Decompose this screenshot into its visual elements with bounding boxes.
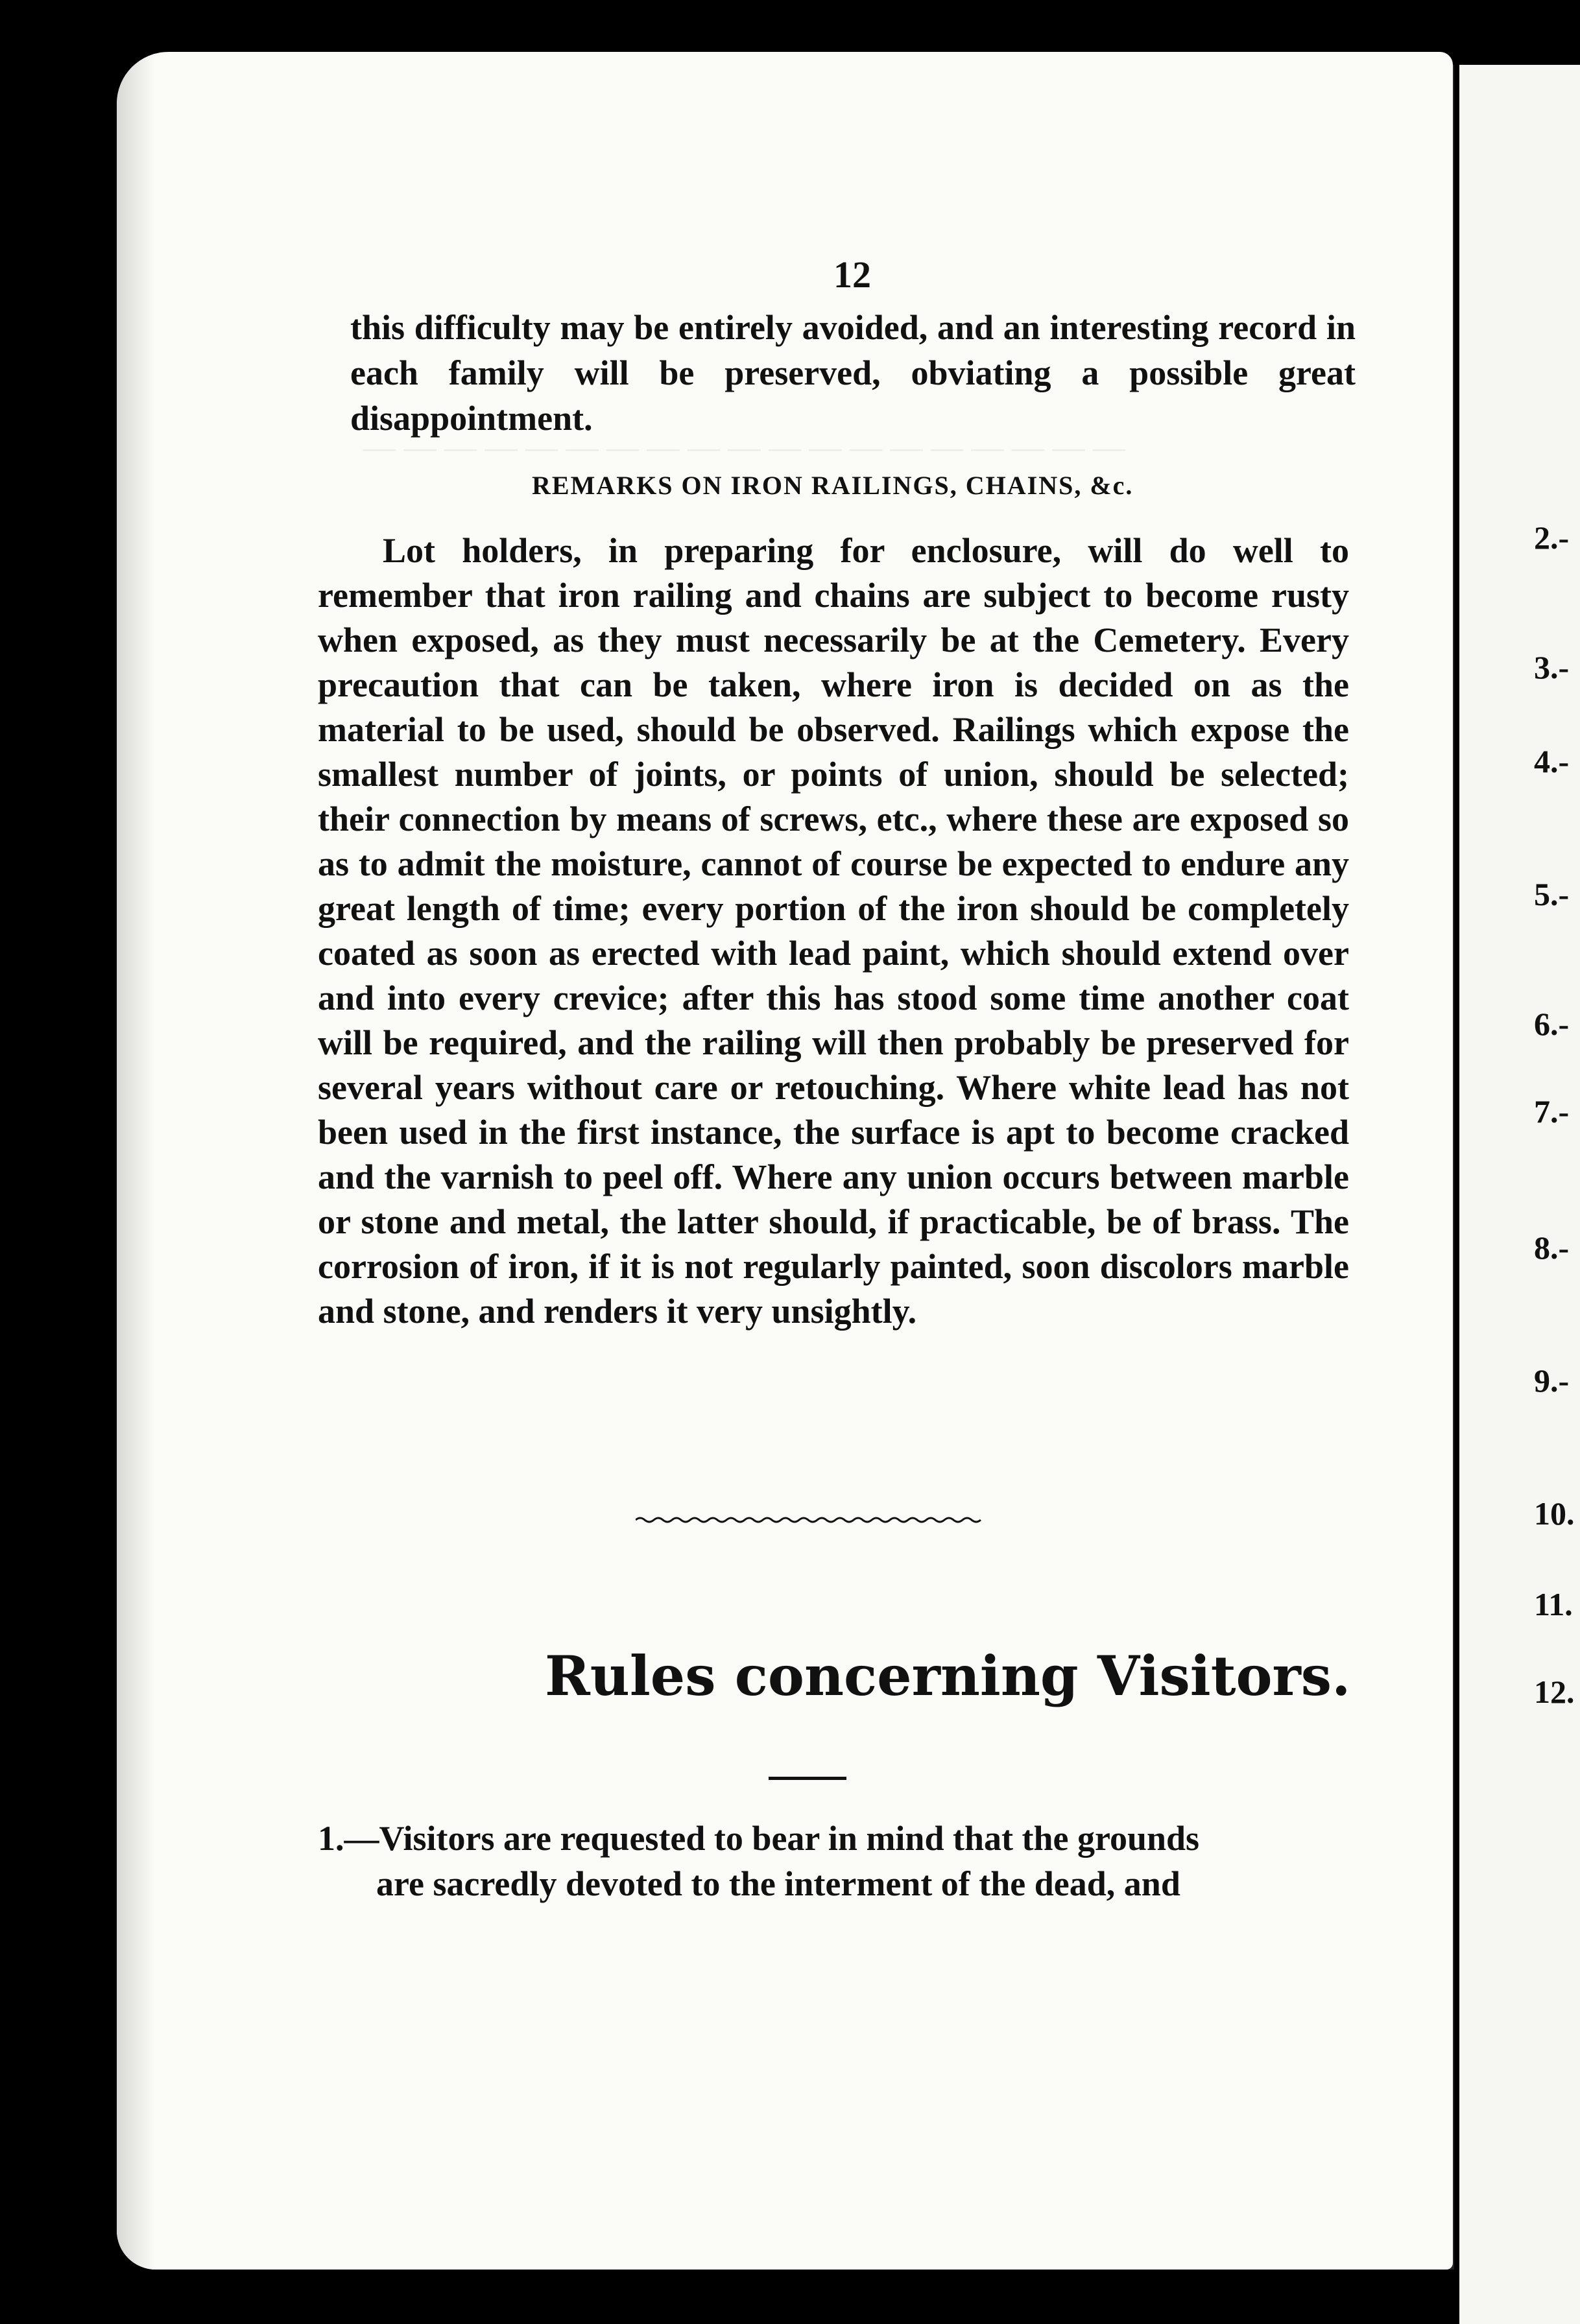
facing-number: 4.-: [1534, 743, 1570, 779]
rule-1-continued: are sacredly devoted to the interment of the dead, and: [376, 1864, 1180, 1903]
facing-number: 6.-: [1534, 1006, 1570, 1042]
facing-number: 5.-: [1534, 876, 1570, 912]
short-rule-divider: [769, 1777, 846, 1780]
bleed-through-text: — — — — — — — — — — — — — — — — — — —: [363, 429, 1125, 465]
facing-number: 10.: [1534, 1495, 1575, 1532]
facing-number: 2.-: [1534, 519, 1570, 556]
facing-number: 7.-: [1534, 1093, 1570, 1130]
rule-1-text: —Visitors are requested to bear in mind that the grounds: [344, 1819, 1200, 1858]
section-heading-iron-railings: REMARKS ON IRON RAILINGS, CHAINS, &c.: [532, 471, 1134, 500]
facing-number: 12.: [1534, 1674, 1575, 1710]
wavy-rule-divider: [636, 1516, 986, 1524]
rule-1: [318, 1816, 1310, 1906]
facing-number: 9.-: [1534, 1362, 1570, 1399]
rule-1-number: 1.: [318, 1819, 344, 1858]
page-number: 12: [833, 254, 871, 296]
iron-railings-paragraph: Lot holders, in preparing for enclosure, will do well to remember that iron railing and chains are subject to become rusty when exposed, as they must necessarily be at the Cemetery. Every precaution that can be taken, where iron is decided on as the material to be used, should be observed. Railings which expose the smallest number of joints, or points of union, should be selected; their connection by means of screws, etc., where these are exposed so as to admit the moisture, cannot of course be expected to endure any great length of time; every portion of the iron should be completely coated as soon as erected with lead paint, which should extend over and into every crevice; after this has stood some time another coat will be required, and the railing will then probably be preserved for several years without care or retouching. Where white lead has not been used in the first instance, the surface is apt to become cracked and the varnish to peel off. Where any union occurs between marble or stone and metal, the latter should, if practicable, be of brass. The corrosion of iron, if it is not regularly painted, soon discolors marble and stone, and renders it very unsightly.: [318, 531, 1349, 1331]
facing-page: [1459, 65, 1580, 2324]
facing-number: 8.-: [1534, 1229, 1570, 1266]
rules-heading: Rules concerning Visitors.: [545, 1644, 1351, 1708]
page-edge-shadow: [117, 52, 156, 2270]
facing-number: 3.-: [1534, 649, 1570, 685]
continued-paragraph: this difficulty may be entirely avoided, and an interesting record in each family will be preserved, obviating a possible great disappointment.: [350, 308, 1356, 438]
facing-number: 11.: [1534, 1586, 1573, 1622]
